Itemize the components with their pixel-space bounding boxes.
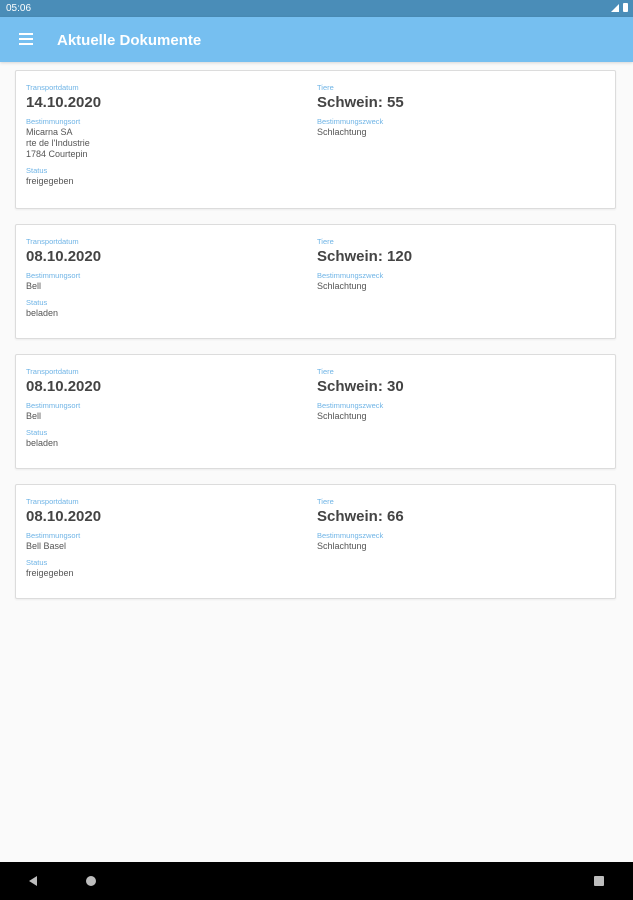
purpose-label: Bestimmungszweck: [317, 401, 384, 410]
animals-value: Schwein: 66: [317, 508, 404, 525]
animals-value: Schwein: 30: [317, 378, 404, 395]
destination-label: Bestimmungsort: [26, 117, 81, 126]
animals-value: Schwein: 120: [317, 248, 413, 265]
hamburger-menu-icon[interactable]: [19, 33, 33, 45]
transport-date-label: Transportdatum: [26, 237, 79, 246]
back-triangle-icon[interactable]: [29, 876, 37, 886]
transport-date-label: Transportdatum: [26, 367, 79, 376]
destination-label: Bestimmungsort: [26, 531, 81, 540]
status-value: beladen: [26, 438, 59, 448]
destination-label: Bestimmungsort: [26, 401, 81, 410]
purpose-label: Bestimmungszweck: [317, 531, 384, 540]
transport-date-value: 08.10.2020: [26, 378, 102, 395]
document-card[interactable]: [15, 70, 616, 209]
system-nav-bar: [0, 862, 633, 900]
document-card[interactable]: [15, 484, 616, 599]
destination-value: Bell: [26, 281, 42, 291]
page-title: Aktuelle Dokumente: [57, 32, 202, 49]
animals-label: Tiere: [317, 367, 334, 376]
status-value: freigegeben: [26, 568, 74, 578]
destination-value: Micarna SA rte de l'Industrie 1784 Courtepin: [26, 127, 90, 159]
destination-label: Bestimmungsort: [26, 271, 81, 280]
purpose-value: Schlachtung: [317, 281, 367, 291]
transport-date-value: 08.10.2020: [26, 508, 102, 525]
status-label: Status: [26, 298, 48, 307]
animals-label: Tiere: [317, 237, 334, 246]
purpose-label: Bestimmungszweck: [317, 271, 384, 280]
home-circle-icon[interactable]: [86, 876, 96, 886]
battery-icon: [623, 3, 628, 12]
card-left-column: [26, 237, 101, 325]
transport-date-value: 14.10.2020: [26, 94, 102, 111]
destination-value: Bell: [26, 411, 42, 421]
recents-square-icon[interactable]: [594, 876, 604, 886]
card-right-column: [317, 83, 404, 144]
signal-icon: [611, 4, 619, 12]
purpose-value: Schlachtung: [317, 411, 367, 421]
purpose-label: Bestimmungszweck: [317, 117, 384, 126]
card-right-column: [317, 237, 412, 298]
transport-date-label: Transportdatum: [26, 497, 79, 506]
animals-label: Tiere: [317, 497, 334, 506]
destination-value: Bell Basel: [26, 541, 67, 551]
transport-date-value: 08.10.2020: [26, 248, 102, 265]
status-label: Status: [26, 166, 48, 175]
animals-value: Schwein: 55: [317, 94, 404, 111]
app-bar: [0, 17, 633, 62]
card-left-column: [26, 497, 101, 585]
purpose-value: Schlachtung: [317, 127, 367, 137]
document-card[interactable]: [15, 354, 616, 469]
status-label: Status: [26, 428, 48, 437]
status-time: 05:06: [6, 3, 32, 14]
purpose-value: Schlachtung: [317, 541, 367, 551]
card-right-column: [317, 367, 404, 428]
card-right-column: [317, 497, 404, 558]
card-left-column: [26, 83, 101, 193]
animals-label: Tiere: [317, 83, 334, 92]
document-card[interactable]: [15, 224, 616, 339]
transport-date-label: Transportdatum: [26, 83, 79, 92]
status-label: Status: [26, 558, 48, 567]
status-bar: [0, 0, 633, 17]
card-left-column: [26, 367, 101, 455]
status-value: beladen: [26, 308, 59, 318]
system-icons: [611, 3, 628, 12]
status-value: freigegeben: [26, 176, 74, 186]
